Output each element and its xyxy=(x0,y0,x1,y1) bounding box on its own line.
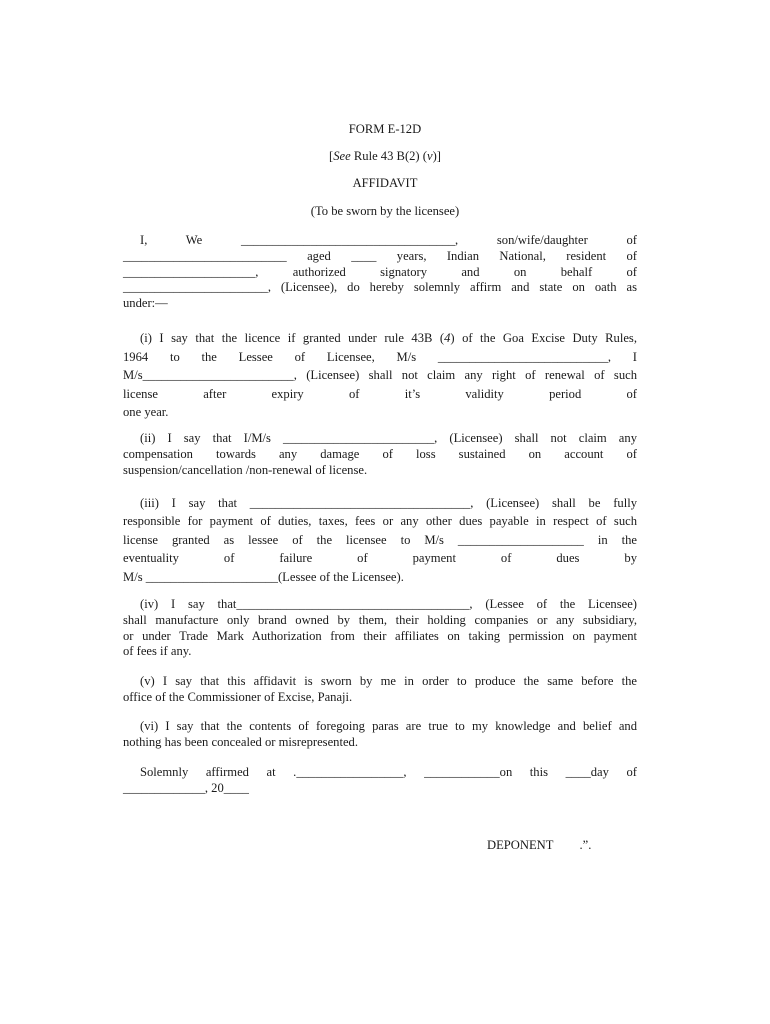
rule-prefix: [ xyxy=(329,149,334,163)
closing-mark: .”. xyxy=(579,838,592,852)
intro-line: _____________________, authorized signatory and on behalf of xyxy=(123,264,637,279)
paragraph-i xyxy=(123,329,637,422)
paragraph-iii-line: license granted as lessee of the licensee to M/s ____________________ in the xyxy=(123,532,637,547)
affirmation-paragraph xyxy=(123,764,637,797)
paragraph-iii-line: M/s _____________________(Lessee of the Licensee). xyxy=(123,569,404,584)
paragraph-ii xyxy=(123,431,637,478)
paragraph-i-line: M/s________________________, (Licensee) shall not claim any right of renewal of such xyxy=(123,368,637,383)
paragraph-iii-line: responsible for payment of duties, taxes, fees or any other dues payable in respect of such xyxy=(123,514,637,529)
paragraph-iv-line: of fees if any. xyxy=(123,644,192,659)
deponent-label: DEPONENT xyxy=(487,838,554,852)
deponent-signature-line xyxy=(487,838,591,853)
paragraph-i-rule-number: 4 xyxy=(444,331,451,345)
rule-mid: Rule 43 B(2) ( xyxy=(350,149,427,163)
intro-line: _______________________, (Licensee), do hereby solemnly affirm and state on oath as xyxy=(123,280,637,295)
paragraph-ii-line: compensation towards any damage of loss sustained on account of xyxy=(123,446,637,461)
paragraph-iii-line: (iii) I say that ___________________________________, (Licensee) shall be fully xyxy=(140,496,637,510)
affirmation-line: _____________, 20____ xyxy=(123,781,249,796)
intro-paragraph xyxy=(123,233,637,312)
paragraph-v-line: (v) I say that this affidavit is sworn by me in order to produce the same before the xyxy=(140,674,637,688)
intro-line: I, We __________________________________, son/wife/daughter of xyxy=(140,233,637,247)
form-number: FORM E-12D xyxy=(348,122,422,136)
paragraph-vi xyxy=(123,719,637,751)
paragraph-iv-line: shall manufacture only brand owned by them, their holding companies or any subsidiary, xyxy=(123,612,637,627)
paragraph-iv-line: (iv) I say that_____________________________________, (Lessee of the Licensee) xyxy=(140,597,637,611)
paragraph-i-line: one year. xyxy=(123,405,169,420)
paragraph-ii-line: suspension/cancellation /non-renewal of license. xyxy=(123,462,368,477)
rule-reference xyxy=(0,149,770,164)
paragraph-v xyxy=(123,674,637,706)
paragraph-iii-line: eventuality of failure of payment of dues by xyxy=(123,551,637,566)
paragraph-i-line: license after expiry of it’s validity period of xyxy=(123,386,637,401)
paragraph-i-line: 1964 to the Lessee of Licensee, M/s ___________________________, I xyxy=(123,349,637,364)
paragraph-i-text-b: ) of the Goa Excise Duty Rules, xyxy=(450,331,637,345)
paragraph-iv xyxy=(123,597,637,660)
paragraph-iv-line: or under Trade Mark Authorization from their affiliates on taking permission on payment xyxy=(123,628,637,643)
paragraph-v-line: office of the Commissioner of Excise, Panaji. xyxy=(123,689,353,704)
paragraph-vi-line: (vi) I say that the contents of foregoing paras are true to my knowledge and belief and xyxy=(140,719,637,733)
paragraph-i-line xyxy=(123,329,637,348)
intro-line: under:— xyxy=(123,296,168,311)
paragraph-i-text-a: (i) I say that the licence if granted under rule 43B ( xyxy=(140,331,445,345)
affirmation-line: Solemnly affirmed at ._________________, ____________on this ____day of xyxy=(140,765,637,779)
rule-see: See xyxy=(333,149,351,163)
intro-line: __________________________ aged ____ years, Indian National, resident of xyxy=(123,248,637,263)
paragraph-ii-line: (ii) I say that I/M/s ________________________, (Licensee) shall not claim any xyxy=(140,431,637,445)
document-title: AFFIDAVIT xyxy=(352,176,418,190)
rule-v: v xyxy=(426,149,433,163)
rule-suffix: )] xyxy=(432,149,441,163)
paragraph-iii xyxy=(123,494,637,586)
paragraph-vi-line: nothing has been concealed or misrepresented. xyxy=(123,734,358,749)
document-subtitle: (To be sworn by the licensee) xyxy=(310,204,460,218)
